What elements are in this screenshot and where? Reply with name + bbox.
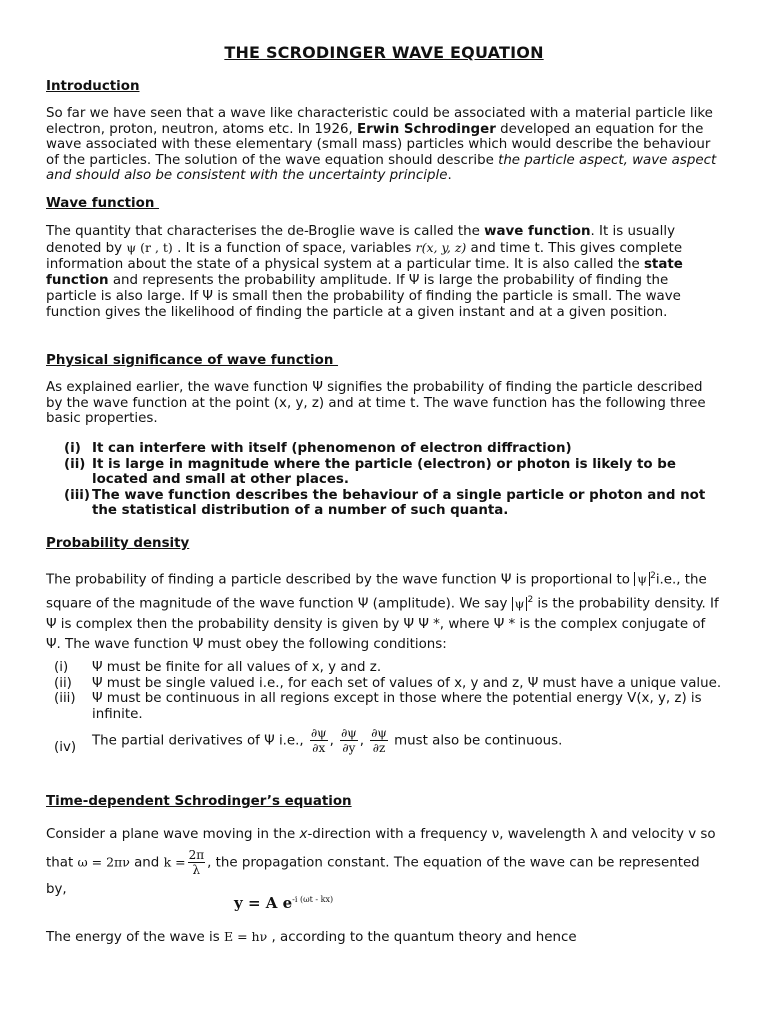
heading-introduction: Introduction xyxy=(46,79,140,94)
intro-paragraph: So far we have seen that a wave like characteristic could be associated with a material particle like electron, proton, neutron, atoms etc. In 1926, Erwin Schrodinger developed an equation for the wave associated with these elementary (small mass) particles which would describe the behaviour of the particles. The solution of the wave equation should describe the particle aspect, wave aspect and should also be consistent with the uncertainty principle. xyxy=(46,106,717,184)
heading-probability-density: Probability density xyxy=(46,536,190,551)
psi-rt-math: ψ (r , t) xyxy=(126,240,173,255)
list-item: (i) It can interfere with itself (phenomenon of electron diffraction) xyxy=(64,441,572,456)
omega-equation: ω = 2πν xyxy=(77,854,130,870)
abs-psi-math: ψ xyxy=(512,597,528,611)
wave-function-paragraph: The quantity that characterises the de-Broglie wave is called the wave function. It is usually denoted by ψ (r , t) . It is a function of space, variables r(x, y, z) and time t. This gives complete information about the state of a physical system at a particular time. It is also called the state function and represents the probability amplitude. If Ψ is large the probability of finding the particle is also large. If Ψ is small then the probability of finding the particle is small. The wave function gives the likelihood of finding the particle at a given instant and at a given position. xyxy=(46,224,683,320)
heading-wave-function: Wave function xyxy=(46,196,160,211)
heading-physical-significance: Physical significance of wave function xyxy=(46,353,339,368)
conditions-list xyxy=(54,660,724,755)
schrodinger-name: Erwin Schrodinger xyxy=(357,121,496,137)
partial-derivative-z: $\frac{\partial\psi}{\partial z}$ xyxy=(371,726,387,756)
time-dependent-paragraph: Consider a plane wave moving in the x-direction with a frequency ν, wavelength λ and velocity v so that ω = 2πν and k = $\frac{2\pi}{\lambda}$ , the propagation constant. The equation of the wave can be represented by, xyxy=(46,827,716,897)
list-item: (ii) It is large in magnitude where the particle (electron) or photon is likely to be located and small at other places. xyxy=(64,456,676,488)
abs-psi-math: ψ xyxy=(634,572,650,586)
wave-equation: y = A $e^{-i (\omega t - kx)}$ xyxy=(234,894,334,912)
heading-time-dependent: Time-dependent Schrodinger’s equation xyxy=(46,794,352,809)
k-equation: k = xyxy=(163,854,186,870)
k-fraction: $\frac{2\pi}{\lambda}$ xyxy=(188,848,205,877)
list-item: (iii) The wave function describes the behaviour of a single particle or photon and not the statistical distribution of a number of such quanta. xyxy=(64,487,706,519)
list-item: (iv) The partial derivatives of Ψ i.e., $\frac{\partial\psi}{\partial x}$ , $\frac{\partial\psi}{\partial y}$ , $\frac{\partial\psi}{\partial z}$ must also be continuous. xyxy=(54,726,563,756)
list-item: (i) Ψ must be finite for all values of x, y and z. xyxy=(54,660,382,675)
partial-derivative-x: $\frac{\partial\psi}{\partial x}$ xyxy=(310,726,327,756)
list-item: (iii) Ψ must be continuous in all regions except in those where the potential energy V(x, y, z) is infinite. xyxy=(54,691,702,722)
significance-paragraph: As explained earlier, the wave function Ψ signifies the probability of finding the particle described by the wave function at the point (x, y, z) and at time t. The wave function has the following three basic properties. xyxy=(46,380,706,427)
page-title: THE SCRODINGER WAVE EQUATION xyxy=(224,43,544,62)
r-xyz-math: r(x, y, z) xyxy=(415,240,467,255)
energy-paragraph: The energy of the wave is E = hν , according to the quantum theory and hence xyxy=(46,929,577,945)
list-item: (ii) Ψ must be single valued i.e., for each set of values of x, y and z, Ψ must have a unique value. xyxy=(54,675,722,691)
partial-derivative-y: $\frac{\partial\psi}{\partial y}$ xyxy=(341,726,357,756)
energy-equation: E = hν xyxy=(224,929,268,944)
properties-list xyxy=(64,441,724,519)
probability-paragraph: The probability of finding a particle described by the wave function Ψ is proportional to ψ $^2$i.e., the square of the magnitude of the wave function Ψ (amplitude). We say ψ $^2$ is the probability density. If Ψ is complex then the probability density is given by Ψ Ψ *, where Ψ * is the complex conjugate of Ψ. The wave function Ψ must obey the following conditions: xyxy=(46,571,719,652)
